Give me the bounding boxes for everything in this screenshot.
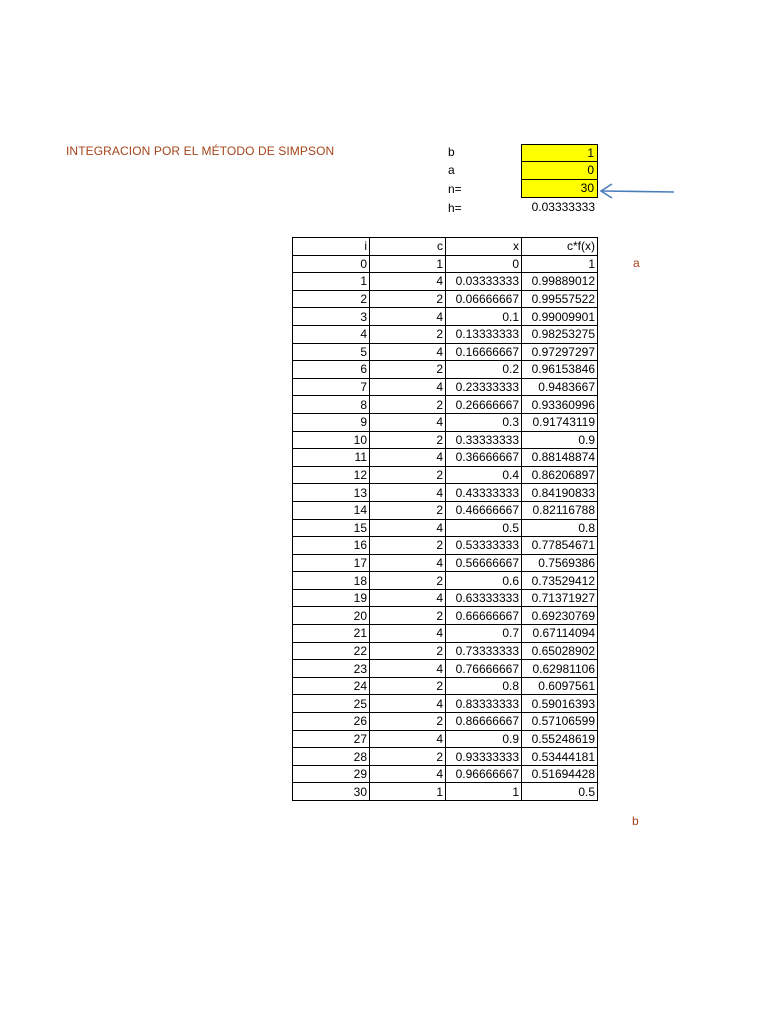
cell-c[interactable]: 2 — [370, 501, 446, 519]
cell-i[interactable]: 1 — [293, 273, 370, 291]
cell-x[interactable]: 0.6 — [446, 572, 522, 590]
param-label-n: n= — [448, 182, 462, 196]
cell-i[interactable]: 26 — [293, 713, 370, 731]
cell-i[interactable]: 16 — [293, 537, 370, 555]
table-row — [293, 449, 598, 467]
table-row — [293, 519, 598, 537]
cell-x[interactable]: 0.36666667 — [446, 449, 522, 467]
cell-x[interactable]: 0.16666667 — [446, 343, 522, 361]
cell-i[interactable]: 3 — [293, 308, 370, 326]
cell-i[interactable]: 12 — [293, 466, 370, 484]
cell-c[interactable]: 4 — [370, 695, 446, 713]
table-row — [293, 783, 598, 801]
table-row — [293, 413, 598, 431]
cell-cfx[interactable]: 0.9483667 — [522, 378, 598, 396]
cell-i[interactable]: 4 — [293, 325, 370, 343]
cell-x[interactable]: 0.7 — [446, 625, 522, 643]
cell-i[interactable]: 7 — [293, 378, 370, 396]
cell-c[interactable]: 4 — [370, 273, 446, 291]
cell-i[interactable]: 6 — [293, 361, 370, 379]
cell-i[interactable]: 21 — [293, 625, 370, 643]
table-row — [293, 255, 598, 273]
cell-cfx[interactable]: 0.51694428 — [522, 765, 598, 783]
param-label-h: h= — [448, 201, 462, 215]
cell-cfx[interactable]: 0.91743119 — [522, 413, 598, 431]
cell-x[interactable]: 0.46666667 — [446, 501, 522, 519]
cell-c[interactable]: 4 — [370, 765, 446, 783]
cell-cfx[interactable]: 0.73529412 — [522, 572, 598, 590]
cell-c[interactable]: 1 — [370, 783, 446, 801]
simpson-table — [292, 237, 598, 801]
cell-i[interactable]: 25 — [293, 695, 370, 713]
marker-b: b — [632, 814, 639, 828]
cell-cfx[interactable]: 0.5 — [522, 783, 598, 801]
table-row — [293, 730, 598, 748]
cell-c[interactable]: 1 — [370, 255, 446, 273]
cell-x[interactable]: 0.2 — [446, 361, 522, 379]
cell-x[interactable]: 0.66666667 — [446, 607, 522, 625]
table-row — [293, 290, 598, 308]
cell-c[interactable]: 2 — [370, 677, 446, 695]
cell-x[interactable]: 0.13333333 — [446, 325, 522, 343]
cell-i[interactable]: 17 — [293, 554, 370, 572]
cell-cfx[interactable]: 0.84190833 — [522, 484, 598, 502]
cell-c[interactable]: 4 — [370, 730, 446, 748]
cell-i[interactable]: 20 — [293, 607, 370, 625]
cell-cfx[interactable]: 0.6097561 — [522, 677, 598, 695]
table-row — [293, 484, 598, 502]
table-row — [293, 765, 598, 783]
table-row — [293, 748, 598, 766]
cell-x[interactable]: 0.5 — [446, 519, 522, 537]
cell-i[interactable]: 11 — [293, 449, 370, 467]
table-row — [293, 361, 598, 379]
table-row — [293, 660, 598, 678]
cell-i[interactable]: 0 — [293, 255, 370, 273]
cell-x[interactable]: 0.23333333 — [446, 378, 522, 396]
cell-i[interactable]: 29 — [293, 765, 370, 783]
cell-cfx[interactable]: 0.99557522 — [522, 290, 598, 308]
cell-x[interactable]: 0.56666667 — [446, 554, 522, 572]
cell-c[interactable]: 2 — [370, 537, 446, 555]
table-row — [293, 431, 598, 449]
cell-c[interactable]: 2 — [370, 642, 446, 660]
cell-i[interactable]: 14 — [293, 501, 370, 519]
header-cell-x[interactable]: x — [446, 238, 522, 256]
cell-c[interactable]: 2 — [370, 607, 446, 625]
cell-cfx[interactable]: 0.69230769 — [522, 607, 598, 625]
cell-x[interactable]: 0.4 — [446, 466, 522, 484]
cell-i[interactable]: 8 — [293, 396, 370, 414]
table-row — [293, 554, 598, 572]
cell-cfx[interactable]: 1 — [522, 255, 598, 273]
table-row — [293, 501, 598, 519]
cell-i[interactable]: 30 — [293, 783, 370, 801]
table-row — [293, 273, 598, 291]
cell-i[interactable]: 23 — [293, 660, 370, 678]
cell-c[interactable]: 2 — [370, 290, 446, 308]
cell-c[interactable]: 2 — [370, 361, 446, 379]
cell-x[interactable]: 0.53333333 — [446, 537, 522, 555]
arrow-left-icon — [598, 180, 678, 204]
cell-x[interactable]: 0.06666667 — [446, 290, 522, 308]
cell-i[interactable]: 18 — [293, 572, 370, 590]
header-cell-c[interactable]: c — [370, 238, 446, 256]
cell-c[interactable]: 2 — [370, 325, 446, 343]
param-value-h[interactable]: 0.03333333 — [531, 200, 595, 214]
cell-c[interactable]: 4 — [370, 554, 446, 572]
cell-i[interactable]: 22 — [293, 642, 370, 660]
param-label-b: b — [448, 145, 455, 159]
table-row — [293, 325, 598, 343]
table-row — [293, 642, 598, 660]
param-value-a[interactable]: 0 — [521, 162, 598, 180]
cell-x[interactable]: 0.03333333 — [446, 273, 522, 291]
header-cell-cfx[interactable]: c*f(x) — [522, 238, 598, 256]
cell-x[interactable]: 0.93333333 — [446, 748, 522, 766]
cell-i[interactable]: 24 — [293, 677, 370, 695]
cell-cfx[interactable]: 0.7569386 — [522, 554, 598, 572]
table-row — [293, 572, 598, 590]
cell-cfx[interactable]: 0.8 — [522, 519, 598, 537]
cell-cfx[interactable]: 0.67114094 — [522, 625, 598, 643]
param-value-b[interactable]: 1 — [521, 144, 598, 162]
cell-cfx[interactable]: 0.96153846 — [522, 361, 598, 379]
cell-c[interactable]: 4 — [370, 449, 446, 467]
marker-a: a — [633, 256, 640, 270]
cell-x[interactable]: 0 — [446, 255, 522, 273]
table-row — [293, 378, 598, 396]
cell-c[interactable]: 2 — [370, 713, 446, 731]
cell-c[interactable]: 4 — [370, 589, 446, 607]
cell-cfx[interactable]: 0.86206897 — [522, 466, 598, 484]
cell-x[interactable]: 0.8 — [446, 677, 522, 695]
table-row — [293, 343, 598, 361]
cell-i[interactable]: 9 — [293, 413, 370, 431]
cell-x[interactable]: 0.83333333 — [446, 695, 522, 713]
cell-cfx[interactable]: 0.99009901 — [522, 308, 598, 326]
cell-cfx[interactable]: 0.57106599 — [522, 713, 598, 731]
cell-x[interactable]: 0.86666667 — [446, 713, 522, 731]
header-cell-i[interactable]: i — [293, 238, 370, 256]
cell-i[interactable]: 2 — [293, 290, 370, 308]
cell-c[interactable]: 2 — [370, 748, 446, 766]
cell-x[interactable]: 0.3 — [446, 413, 522, 431]
cell-cfx[interactable]: 0.53444181 — [522, 748, 598, 766]
cell-cfx[interactable]: 0.65028902 — [522, 642, 598, 660]
table-row — [293, 607, 598, 625]
cell-x[interactable]: 0.63333333 — [446, 589, 522, 607]
table-header-row — [293, 238, 598, 256]
cell-cfx[interactable]: 0.59016393 — [522, 695, 598, 713]
cell-i[interactable]: 10 — [293, 431, 370, 449]
param-value-n[interactable]: 30 — [521, 180, 598, 198]
cell-cfx[interactable]: 0.9 — [522, 431, 598, 449]
param-label-a: a — [448, 163, 455, 177]
table-row — [293, 396, 598, 414]
cell-i[interactable]: 27 — [293, 730, 370, 748]
cell-x[interactable]: 0.9 — [446, 730, 522, 748]
table-row — [293, 537, 598, 555]
table-row — [293, 625, 598, 643]
cell-cfx[interactable]: 0.88148874 — [522, 449, 598, 467]
table-row — [293, 677, 598, 695]
cell-c[interactable]: 4 — [370, 660, 446, 678]
cell-x[interactable]: 0.73333333 — [446, 642, 522, 660]
cell-i[interactable]: 19 — [293, 589, 370, 607]
cell-c[interactable]: 4 — [370, 378, 446, 396]
table-row — [293, 695, 598, 713]
table-row — [293, 589, 598, 607]
cell-c[interactable]: 4 — [370, 625, 446, 643]
cell-c[interactable]: 2 — [370, 396, 446, 414]
cell-c[interactable]: 4 — [370, 308, 446, 326]
cell-x[interactable]: 0.33333333 — [446, 431, 522, 449]
cell-c[interactable]: 4 — [370, 484, 446, 502]
cell-c[interactable]: 4 — [370, 343, 446, 361]
cell-c[interactable]: 2 — [370, 466, 446, 484]
cell-i[interactable]: 15 — [293, 519, 370, 537]
cell-cfx[interactable]: 0.99889012 — [522, 273, 598, 291]
table-row — [293, 466, 598, 484]
cell-cfx[interactable]: 0.77854671 — [522, 537, 598, 555]
cell-cfx[interactable]: 0.71371927 — [522, 589, 598, 607]
cell-cfx[interactable]: 0.55248619 — [522, 730, 598, 748]
cell-cfx[interactable]: 0.62981106 — [522, 660, 598, 678]
cell-x[interactable]: 1 — [446, 783, 522, 801]
cell-cfx[interactable]: 0.82116788 — [522, 501, 598, 519]
cell-c[interactable]: 2 — [370, 572, 446, 590]
page-title: INTEGRACION POR EL MÉTODO DE SIMPSON — [66, 144, 335, 158]
cell-i[interactable]: 13 — [293, 484, 370, 502]
cell-i[interactable]: 28 — [293, 748, 370, 766]
cell-c[interactable]: 4 — [370, 413, 446, 431]
table-row — [293, 308, 598, 326]
cell-c[interactable]: 4 — [370, 519, 446, 537]
cell-x[interactable]: 0.96666667 — [446, 765, 522, 783]
cell-cfx[interactable]: 0.98253275 — [522, 325, 598, 343]
cell-cfx[interactable]: 0.97297297 — [522, 343, 598, 361]
cell-x[interactable]: 0.1 — [446, 308, 522, 326]
cell-c[interactable]: 2 — [370, 431, 446, 449]
cell-x[interactable]: 0.26666667 — [446, 396, 522, 414]
cell-cfx[interactable]: 0.93360996 — [522, 396, 598, 414]
cell-x[interactable]: 0.76666667 — [446, 660, 522, 678]
cell-i[interactable]: 5 — [293, 343, 370, 361]
cell-x[interactable]: 0.43333333 — [446, 484, 522, 502]
table-row — [293, 713, 598, 731]
